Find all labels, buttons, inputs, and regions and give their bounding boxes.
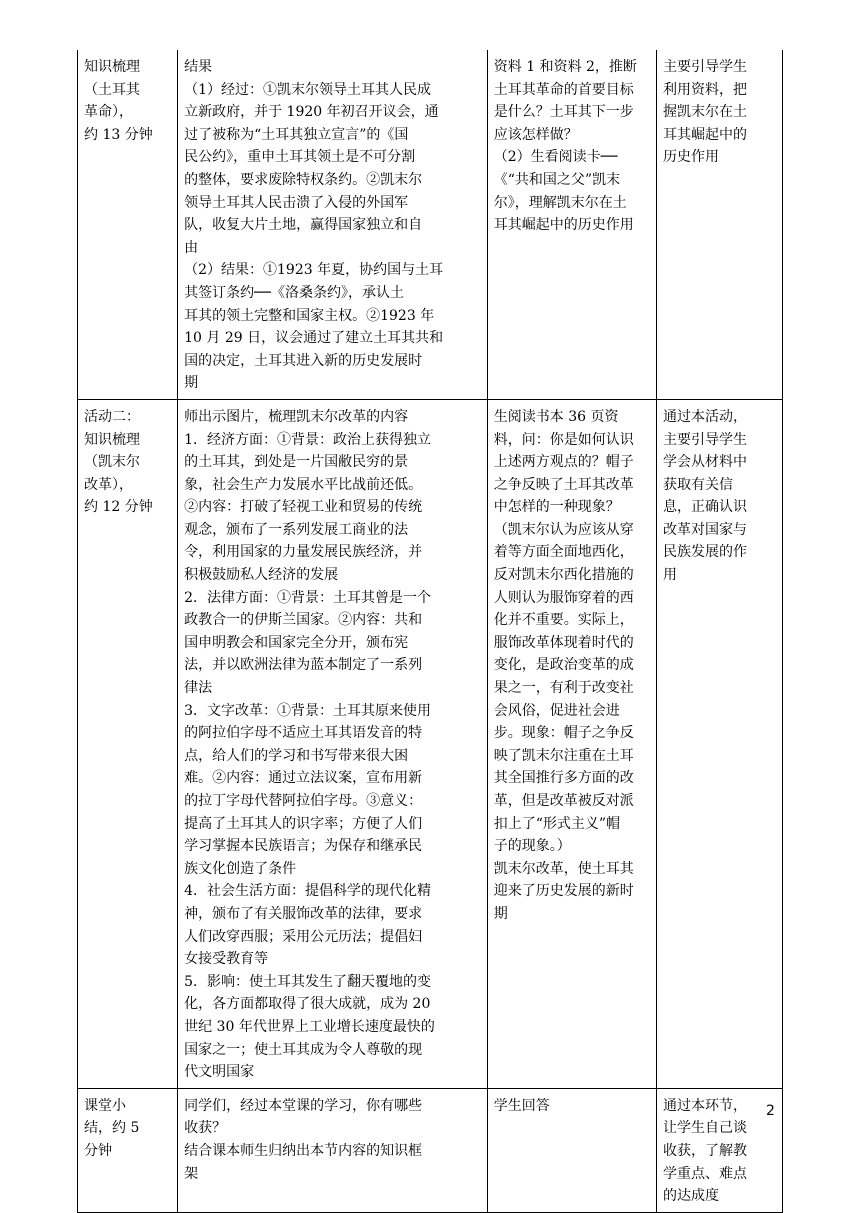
design-intent-cell bbox=[657, 50, 783, 399]
text-line: 之争反映了土耳其改革 bbox=[493, 476, 634, 493]
text-line: 分钟 bbox=[84, 1142, 112, 1159]
text-line: 映了凯末尔注重在土耳 bbox=[493, 747, 634, 764]
lesson-plan-table bbox=[77, 50, 783, 1213]
design-intent-cell bbox=[657, 399, 783, 1088]
text-line: 象，社会生产力发展水平比战前还低。 bbox=[184, 476, 423, 493]
text-line: 领导土耳其人民击溃了入侵的外国军 bbox=[184, 194, 409, 211]
text-line: 队，收复大片土地，赢得国家独立和自 bbox=[184, 217, 423, 234]
text-line: 难。②内容：通过立法议案，宣布用新 bbox=[184, 770, 423, 787]
text-line: 4．社会生活方面：提倡科学的现代化精 bbox=[184, 883, 432, 900]
text-line: 果之一，有利于改变社 bbox=[493, 680, 634, 697]
text-line: 期 bbox=[493, 905, 508, 922]
text-line: 国的决定，土耳其进入新的历史发展时 bbox=[184, 352, 423, 369]
text-line: 是什么？土耳其下一步 bbox=[493, 104, 634, 121]
text-line: 国家之一；使土耳其成为令人尊敬的现 bbox=[184, 1041, 423, 1058]
text-line: 民公约》，重申土耳其领土是不可分割 bbox=[184, 149, 416, 166]
text-line: 国申明教会和国家完全分开，颁布宪 bbox=[184, 634, 409, 651]
text-line: 期 bbox=[184, 375, 199, 392]
text-line: 知识梳理 bbox=[84, 59, 140, 75]
text-line: 的达成度 bbox=[663, 1188, 720, 1205]
table-row bbox=[78, 50, 783, 399]
text-line: 3．文字改革：①背景：土耳其原来使用 bbox=[184, 702, 432, 719]
text-line: 律法 bbox=[184, 680, 213, 697]
text-line: 2．法律方面：①背景：土耳其曾是一个 bbox=[184, 589, 432, 606]
text-line: 提高了土耳其人的识字率；方便了人们 bbox=[184, 815, 423, 832]
text-line: 扣上了“形式主义”帽 bbox=[493, 815, 621, 832]
text-line: 过了被称为“土耳其独立宣言”的《国 bbox=[184, 126, 409, 143]
text-line: （1）经过：①凯末尔领导土耳其人民成 bbox=[184, 81, 432, 98]
text-line: 其签订条约──《洛桑条约》，承认土 bbox=[184, 284, 404, 301]
table-row bbox=[78, 1088, 783, 1212]
text-line: 耳其崛起中的 bbox=[663, 126, 748, 143]
text-line: 着等方面全面地西化， bbox=[493, 544, 634, 561]
table-row bbox=[78, 399, 783, 1088]
text-line: 化并不重要。实际上， bbox=[493, 612, 634, 629]
text-line: 活动二： bbox=[84, 408, 140, 425]
text-line: 用 bbox=[663, 567, 678, 584]
text-line: 人则认为服饰穿着的西 bbox=[493, 589, 634, 606]
text-line: 的阿拉伯字母不适应土耳其语发音的特 bbox=[184, 725, 423, 742]
text-line: 通过本活动， bbox=[663, 408, 748, 425]
text-line: 其全国推行多方面的改 bbox=[493, 770, 634, 787]
text-line: 耳其的领土完整和国家主权。②1923 年 bbox=[184, 307, 435, 324]
text-line: 法，并以欧洲法律为蓝本制定了一系列 bbox=[184, 657, 423, 674]
stage-cell bbox=[78, 399, 178, 1088]
text-line: 上述两方观点的？帽子 bbox=[493, 454, 634, 471]
student-activity-cell bbox=[487, 1088, 656, 1212]
text-line: （2）结果：①1923 年夏，协约国与土耳 bbox=[184, 262, 444, 279]
text-line: 学生回答 bbox=[493, 1097, 550, 1114]
text-line: 尔》，理解凯末尔在土 bbox=[493, 194, 627, 211]
text-line: 利用资料，把 bbox=[663, 81, 748, 98]
text-line: 约 12 分钟 bbox=[84, 499, 153, 516]
text-line: 女接受教育等 bbox=[184, 951, 269, 968]
text-line: 土耳其革命的首要目标 bbox=[493, 81, 634, 98]
text-line: 收获，了解教 bbox=[663, 1142, 748, 1159]
text-line: 迎来了历史发展的新时 bbox=[493, 883, 634, 900]
text-line: 5．影响：使土耳其发生了翻天覆地的变 bbox=[184, 973, 432, 990]
text-line: （凯末尔 bbox=[84, 454, 140, 471]
student-activity-cell bbox=[487, 399, 656, 1088]
text-line: 步。现象：帽子之争反 bbox=[493, 725, 634, 742]
text-line: 息，正确认识 bbox=[663, 499, 748, 516]
text-line: 架 bbox=[184, 1165, 199, 1182]
text-line: 历史作用 bbox=[663, 149, 720, 166]
text-line: 通过本环节， bbox=[663, 1097, 748, 1114]
text-line: 课堂小 bbox=[84, 1097, 126, 1114]
text-line: 点，给人们的学习和书写带来很大困 bbox=[184, 747, 409, 764]
text-line: 收获？ bbox=[184, 1120, 227, 1137]
text-line: 知识梳理 bbox=[84, 431, 140, 448]
text-line: 应该怎样做？ bbox=[493, 126, 578, 143]
text-line: 改革）， bbox=[84, 476, 133, 493]
text-line: 民族发展的作 bbox=[663, 544, 748, 561]
page-number: 2 bbox=[766, 1103, 775, 1119]
stage-cell bbox=[78, 1088, 178, 1212]
teacher-activity-cell bbox=[178, 50, 488, 399]
text-line: 立新政府，并于 1920 年初召开议会，通 bbox=[184, 104, 439, 121]
text-line: （2）生看阅读卡── bbox=[493, 149, 618, 166]
text-line: 中怎样的一种现象？ bbox=[493, 499, 620, 516]
text-line: 结果 bbox=[184, 59, 213, 75]
text-line: 反对凯末尔西化措施的 bbox=[493, 567, 634, 584]
text-line: 资料 1 和资料 2，推断 bbox=[493, 59, 637, 75]
text-line: 化，各方面都取得了很大成就，成为 20 bbox=[184, 996, 431, 1013]
text-line: 的拉丁字母代替阿拉伯字母。③意义： bbox=[184, 793, 423, 809]
text-line: 族文化创造了条件 bbox=[184, 860, 297, 877]
text-line: 的整体，要求废除特权条约。②凯末尔 bbox=[184, 171, 423, 188]
text-line: 由 bbox=[184, 239, 199, 256]
text-line: 代文明国家 bbox=[184, 1064, 255, 1081]
text-line: 料，问：你是如何认识 bbox=[493, 431, 634, 448]
text-line: （土耳其 bbox=[84, 81, 140, 98]
teacher-activity-cell bbox=[178, 399, 488, 1088]
student-activity-cell bbox=[487, 50, 656, 399]
text-line: 子的现象。） bbox=[493, 838, 571, 855]
text-line: 获取有关信 bbox=[663, 476, 734, 493]
text-line: 观念，颁布了一系列发展工商业的法 bbox=[184, 521, 409, 538]
text-line: 结合课本师生归纳出本节内容的知识框 bbox=[184, 1142, 423, 1159]
text-line: 让学生自己谈 bbox=[663, 1120, 748, 1137]
text-line: 学习掌握本民族语言；为保存和继承民 bbox=[184, 838, 423, 855]
text-line: ②内容：打破了轻视工业和贸易的传统 bbox=[184, 499, 423, 516]
text-line: 主要引导学生 bbox=[663, 431, 748, 448]
text-line: 变化，是政治变革的成 bbox=[493, 657, 634, 674]
text-line: 学会从材料中 bbox=[663, 454, 748, 471]
text-line: （凯末尔认为应该从穿 bbox=[493, 521, 634, 538]
text-line: 积极鼓励私人经济的发展 bbox=[184, 567, 339, 584]
teacher-activity-cell bbox=[178, 1088, 488, 1212]
text-line: 主要引导学生 bbox=[663, 59, 748, 75]
text-line: 同学们，经过本堂课的学习，你有哪些 bbox=[184, 1097, 423, 1114]
text-line: 生阅读书本 36 页资 bbox=[493, 408, 619, 425]
text-line: 服饰改革体现着时代的 bbox=[493, 634, 634, 651]
text-line: 改革对国家与 bbox=[663, 521, 748, 538]
text-line: 凯末尔改革，使土耳其 bbox=[493, 860, 634, 877]
text-line: 10 月 29 日，议会通过了建立土耳其共和 bbox=[184, 330, 444, 347]
text-line: 令，利用国家的力量发展民族经济，并 bbox=[184, 544, 423, 561]
text-line: 1．经济方面：①背景：政治上获得独立 bbox=[184, 431, 432, 448]
text-line: 师出示图片，梳理凯末尔改革的内容 bbox=[184, 408, 409, 425]
stage-cell bbox=[78, 50, 178, 399]
design-intent-cell bbox=[657, 1088, 783, 1212]
text-line: 革命）， bbox=[84, 104, 133, 121]
text-line: 约 13 分钟 bbox=[84, 126, 153, 143]
text-line: 革，但是改革被反对派 bbox=[493, 793, 634, 809]
text-line: 政教合一的伊斯兰国家。②内容：共和 bbox=[184, 612, 423, 629]
text-line: 人们改穿西服；采用公元历法；提倡妇 bbox=[184, 928, 423, 945]
text-line: 学重点、难点 bbox=[663, 1165, 748, 1182]
text-line: 世纪 30 年代世界上工业增长速度最快的 bbox=[184, 1018, 435, 1035]
text-line: 神，颁布了有关服饰改革的法律，要求 bbox=[184, 905, 423, 922]
text-line: 结，约 5 bbox=[84, 1120, 140, 1137]
text-line: 《“共和国之父”凯末 bbox=[493, 171, 621, 188]
text-line: 会风俗，促进社会进 bbox=[493, 702, 620, 719]
text-line: 的土耳其，到处是一片国敝民穷的景 bbox=[184, 454, 409, 471]
text-line: 握凯末尔在土 bbox=[663, 104, 748, 121]
text-line: 耳其崛起中的历史作用 bbox=[493, 217, 634, 234]
